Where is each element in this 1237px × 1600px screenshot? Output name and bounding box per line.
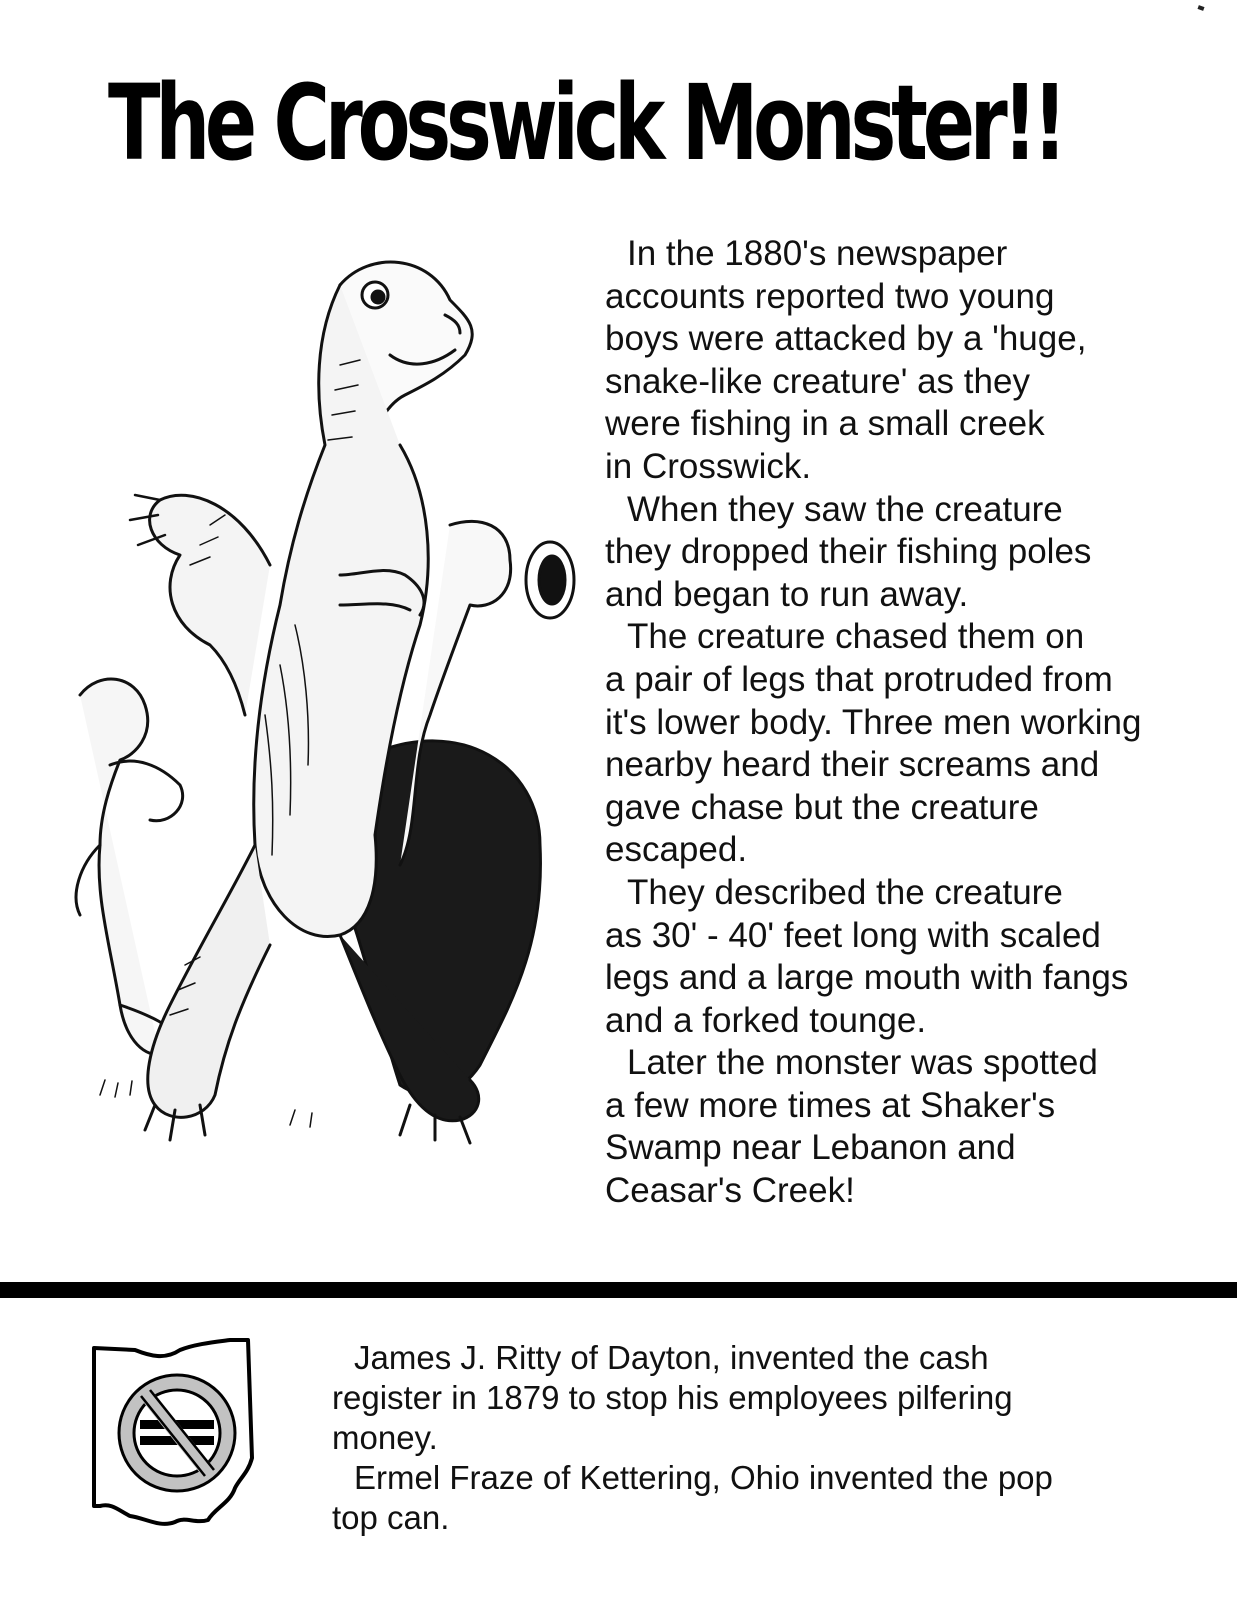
- ohio-no-cash-register-icon: [90, 1338, 265, 1528]
- story-paragraph: [605, 489, 1225, 617]
- corner-speck: [1197, 5, 1204, 11]
- story-paragraph: [605, 233, 1225, 489]
- story-line: In the 1880's newspaper: [627, 234, 1008, 273]
- story-line: they dropped their fishing poles: [605, 532, 1092, 572]
- fact-line: James J. Ritty of Dayton, invented the cash: [354, 1339, 989, 1376]
- page-title: The Crosswick Monster!!: [108, 62, 1063, 184]
- story-line: a pair of legs that protruded from: [605, 659, 1113, 699]
- monster-attack-illustration: [40, 245, 600, 1145]
- story-line: it's lower body. Three men working: [605, 702, 1142, 742]
- story-line: and began to run away.: [605, 574, 969, 614]
- story-line: a few more times at Shaker's: [605, 1085, 1056, 1125]
- fact-paragraph: [332, 1458, 1212, 1538]
- story-paragraph: [605, 872, 1225, 1042]
- story-line: The creature chased them on: [627, 617, 1085, 657]
- story-line: escaped.: [605, 830, 748, 870]
- fact-paragraph: [332, 1338, 1212, 1458]
- story-line: They described the creature: [627, 872, 1063, 912]
- story-line: accounts reported two young: [605, 276, 1055, 316]
- ohio-facts-text: [332, 1338, 1212, 1538]
- fact-line: Ermel Fraze of Kettering, Ohio invented the pop: [354, 1459, 1053, 1496]
- story-line: as 30' - 40' feet long with scaled: [605, 915, 1101, 955]
- story-line: legs and a large mouth with fangs: [605, 958, 1129, 998]
- fact-line: top can.: [332, 1499, 450, 1536]
- story-line: and a forked tounge.: [605, 1000, 927, 1040]
- story-line: Later the monster was spotted: [627, 1043, 1098, 1083]
- story-paragraph: [605, 1042, 1225, 1212]
- story-line: Ceasar's Creek!: [605, 1171, 855, 1211]
- fact-line: money.: [332, 1419, 438, 1456]
- section-divider: [0, 1282, 1237, 1298]
- story-line: were fishing in a small creek: [605, 404, 1045, 444]
- fact-line: register in 1879 to stop his employees pilfering: [332, 1379, 1013, 1416]
- story-line: snake-like creature' as they: [605, 361, 1030, 401]
- story-line: in Crosswick.: [605, 446, 812, 486]
- story-line: When they saw the creature: [627, 489, 1063, 529]
- story-line: boys were attacked by a 'huge,: [605, 319, 1087, 359]
- story-line: Swamp near Lebanon and: [605, 1128, 1016, 1168]
- story-paragraph: [605, 616, 1225, 872]
- story-text: [605, 233, 1225, 1213]
- story-line: nearby heard their screams and: [605, 745, 1100, 785]
- story-line: gave chase but the creature: [605, 787, 1039, 827]
